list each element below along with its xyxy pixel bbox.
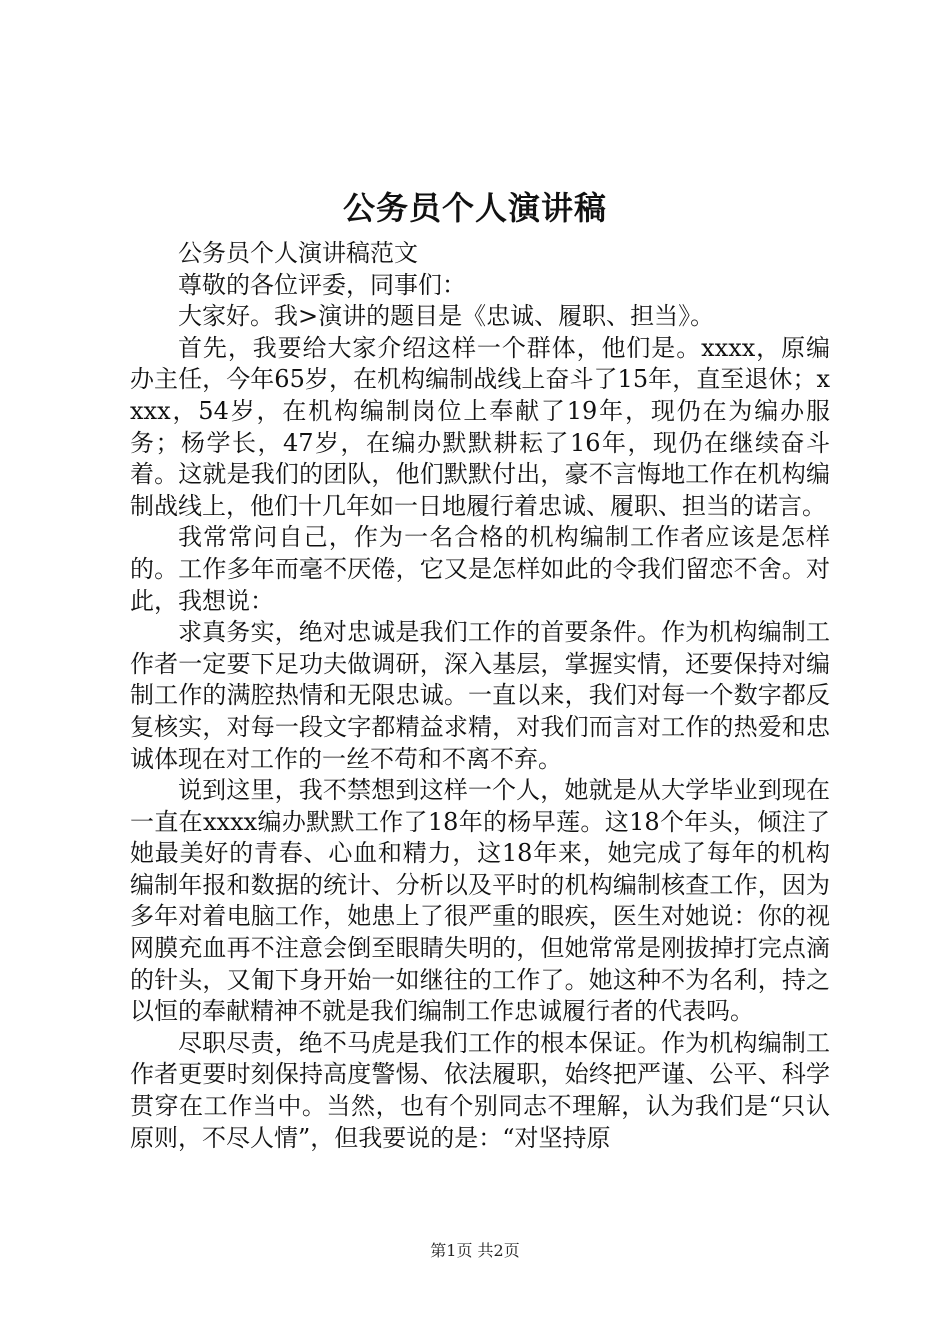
paragraph-salutation: 尊敬的各位评委，同事们：	[178, 270, 466, 299]
document-title: 公务员个人演讲稿	[342, 189, 607, 227]
paragraph-example-story: 说到这里，我不禁想到这样一个人，她就是从大学毕业到现在一直在xxxx编办默默工作了18年的杨早莲。这18个年头，倾注了她最美好的青春、心血和精力，这18年来，她完成了每年的机构编制年报和数据的统计、分析以及平时的机构编制核查工作，因为多年对着电脑工作，她患上了很严重的眼疾，医生对她说：你的视网膜充血再不注意会倒至眼睛失明的，但她常常是刚拔掉打完点滴的针头，又匍下身开始一如继往的工作了。她这种不为名利，持之以恒的奉献精神不就是我们编制工作忠诚履行者的代表吗。	[130, 776, 830, 1026]
paragraph-subtitle: 公务员个人演讲稿范文	[178, 239, 418, 267]
page-number-footer: 第1页 共2页	[430, 1241, 520, 1260]
paragraph-loyalty: 求真务实，绝对忠诚是我们工作的首要条件。作为机构编制工作者一定要下足功夫做调研，深入基层，掌握实情，还要保持对编制工作的满腔热情和无限忠诚。一直以来，我们对每一个数字都反复核实，对每一段文字都精益求精，对我们而言对工作的热爱和忠诚体现在对工作的一丝不苟和不离不弃。	[130, 618, 830, 773]
paragraph-diligence: 尽职尽责，绝不马虎是我们工作的根本保证。作为机构编制工作者更要时刻保持高度警惕、依法履职，始终把严谨、公平、科学贯穿在工作当中。当然，也有个别同志不理解，认为我们是“只认原则，不尽人情”，但我要说的是：“对坚持原	[130, 1028, 830, 1152]
paragraph-greeting: 大家好。我>演讲的题目是《忠诚、履职、担当》。	[178, 302, 715, 331]
document-body	[130, 238, 830, 1154]
paragraph-introduction: 首先，我要给大家介绍这样一个群体，他们是。xxxx，原编办主任，今年65岁，在机构编制战线上奋斗了15年，直至退休；xxxx，54岁，在机构编制岗位上奉献了19年，现仍在为编办服务；杨学长，47岁，在编办默默耕耘了16年，现仍在继续奋斗着。这就是我们的团队，他们默默付出，豪不言悔地工作在机构编制战线上，他们十几年如一日地履行着忠诚、履职、担当的诺言。	[130, 333, 830, 520]
paragraph-reflection: 我常常问自己，作为一名合格的机构编制工作者应该是怎样的。工作多年而毫不厌倦，它又是怎样如此的令我们留恋不舍。对此，我想说：	[130, 523, 830, 615]
